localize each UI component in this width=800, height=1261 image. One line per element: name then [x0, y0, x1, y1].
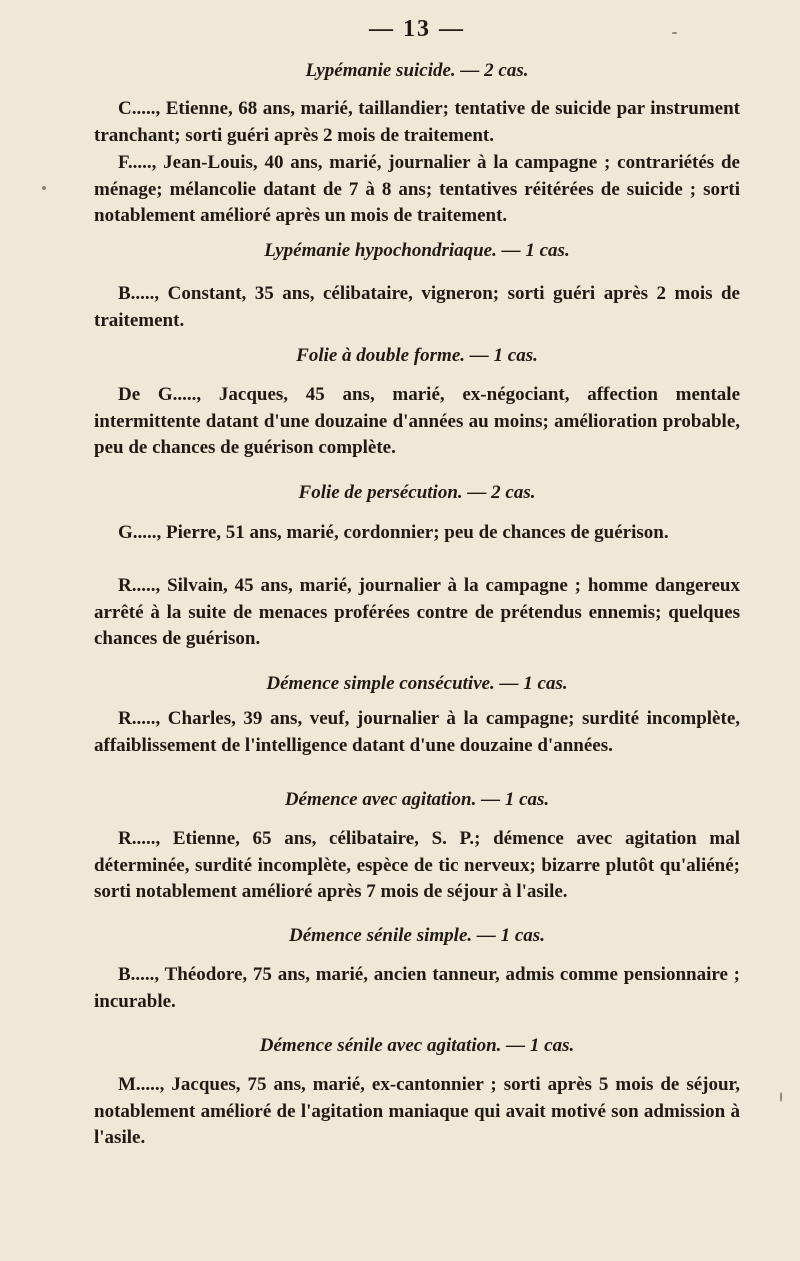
case-entry: F....., Jean-Louis, 40 ans, marié, journalier à la campagne ; contrariétés de ménage; mélancolie datant de 7 à 8 ans; tentatives réitérées de suicide ; sorti notablement amélioré après un mois de traitement.	[94, 152, 740, 226]
section-heading-lypemanie-hypochondriaque: Lypémanie hypochondriaque. — 1 cas.	[264, 240, 570, 261]
case-entry: De G....., Jacques, 45 ans, marié, ex-négociant, affection mentale intermittente datant d'une douzaine d'années au moins; amélioration probable, peu de chances de guérison complète.	[94, 384, 740, 458]
section-heading-demence-senile-simple: Démence sénile simple. — 1 cas.	[289, 925, 545, 946]
case-entry: B....., Théodore, 75 ans, marié, ancien tanneur, admis comme pensionnaire ; incurable.	[94, 964, 740, 1012]
paper-speck	[42, 186, 46, 190]
case-entry: R....., Silvain, 45 ans, marié, journalier à la campagne ; homme dangereux arrêté à la suite de menaces proférées contre de prétendus ennemis; quelques chances de guérison.	[94, 575, 740, 649]
case-entry: R....., Charles, 39 ans, veuf, journalier à la campagne; surdité incomplète, affaiblissement de l'intelligence datant d'une douzaine d'années.	[94, 708, 740, 756]
page-number: — 13 —	[369, 16, 465, 42]
case-entry: B....., Constant, 35 ans, célibataire, vigneron; sorti guéri après 2 mois de traitement.	[94, 283, 740, 331]
section-heading-demence-simple-consecutive: Démence simple consécutive. — 1 cas.	[266, 673, 568, 694]
case-entry: R....., Etienne, 65 ans, célibataire, S. P.; démence avec agitation mal déterminée, surdité incomplète, espèce de tic nerveux; bizarre plutôt qu'aliéné; sorti notablement amélioré après 7 mois de séjour à l'asile.	[94, 828, 740, 902]
case-entry: M....., Jacques, 75 ans, marié, ex-cantonnier ; sorti après 5 mois de séjour, notablement amélioré de l'agitation maniaque qui avait motivé son admission à l'asile.	[94, 1074, 740, 1148]
case-entry: C....., Etienne, 68 ans, marié, taillandier; tentative de suicide par instrument tranchant; sorti guéri après 2 mois de traitement.	[94, 98, 740, 146]
section-heading-folie-persecution: Folie de persécution. — 2 cas.	[298, 482, 536, 503]
section-heading-lypemanie-suicide: Lypémanie suicide. — 2 cas.	[305, 60, 529, 81]
paper-speck	[780, 1092, 782, 1102]
paper-speck	[672, 32, 677, 34]
section-heading-demence-senile-agitation: Démence sénile avec agitation. — 1 cas.	[259, 1035, 575, 1056]
section-heading-folie-double-forme: Folie à double forme. — 1 cas.	[296, 345, 538, 366]
case-entry: G....., Pierre, 51 ans, marié, cordonnier; peu de chances de guérison.	[118, 522, 669, 543]
section-heading-demence-avec-agitation: Démence avec agitation. — 1 cas.	[284, 789, 550, 810]
